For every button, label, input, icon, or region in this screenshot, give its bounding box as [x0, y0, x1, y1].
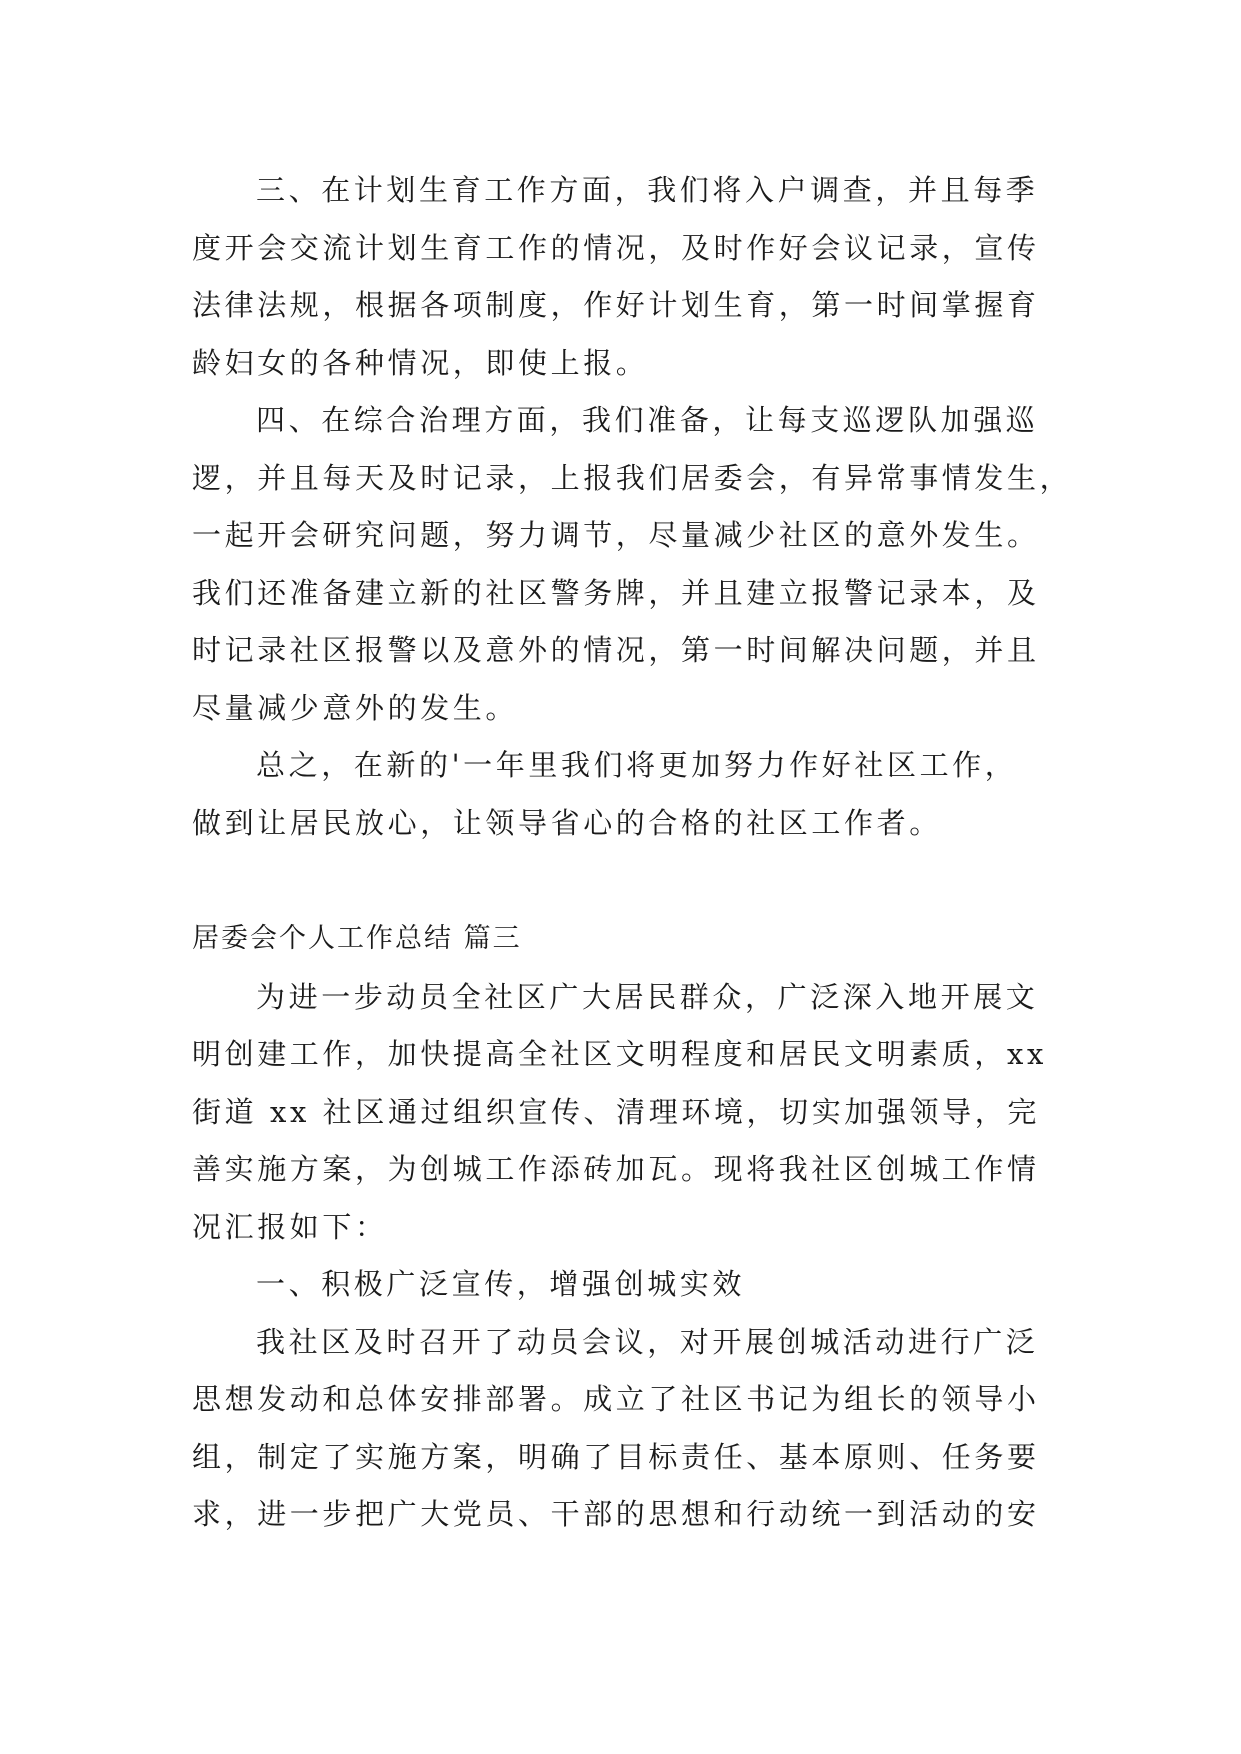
paragraph-line: 法律法规，根据各项制度，作好计划生育，第一时间掌握育: [192, 288, 1040, 322]
paragraph-line: 况汇报如下：: [192, 1210, 388, 1244]
paragraph-line: 四、在综合治理方面，我们准备，让每支巡逻队加强巡: [256, 403, 1039, 437]
section-heading: 居委会个人工作总结 篇三: [192, 923, 522, 954]
paragraph-line: 三、在计划生育工作方面，我们将入户调查，并且每季: [256, 173, 1039, 207]
paragraph-line: 街道 xx 社区通过组织宣传、清理环境，切实加强领导，完: [192, 1095, 1040, 1129]
paragraph-line: 尽量减少意外的发生。: [192, 691, 519, 725]
paragraph-line: 思想发动和总体安排部署。成立了社区书记为组长的领导小: [192, 1382, 1040, 1416]
paragraph-line: 一起开会研究问题，努力调节，尽量减少社区的意外发生。: [192, 518, 1040, 552]
paragraph-line: 明创建工作，加快提高全社区文明程度和居民文明素质，xx: [192, 1037, 1047, 1071]
paragraph-line: 求，进一步把广大党员、干部的思想和行动统一到活动的安: [192, 1497, 1040, 1531]
paragraph-line: 时记录社区报警以及意外的情况，第一时间解决问题，并且: [192, 633, 1040, 667]
paragraph-line: 龄妇女的各种情况，即使上报。: [192, 346, 649, 380]
subheading: 一、积极广泛宣传，增强创城实效: [256, 1267, 746, 1301]
paragraph-line: 善实施方案，为创城工作添砖加瓦。现将我社区创城工作情: [192, 1152, 1040, 1186]
paragraph-line: 我们还准备建立新的社区警务牌，并且建立报警记录本，及: [192, 576, 1040, 610]
paragraph-line: 做到让居民放心，让领导省心的合格的社区工作者。: [192, 806, 942, 840]
paragraph-line: 组，制定了实施方案，明确了目标责任、基本原则、任务要: [192, 1440, 1040, 1474]
paragraph-line: 我社区及时召开了动员会议，对开展创城活动进行广泛: [256, 1325, 1039, 1359]
paragraph-line: 为进一步动员全社区广大居民群众，广泛深入地开展文: [256, 980, 1039, 1014]
paragraph-line: 逻，并且每天及时记录，上报我们居委会，有异常事情发生，: [192, 461, 1073, 495]
paragraph-line: 总之，在新的'一年里我们将更加努力作好社区工作，: [256, 748, 1018, 782]
paragraph-line: 度开会交流计划生育工作的情况，及时作好会议记录，宣传: [192, 231, 1040, 265]
